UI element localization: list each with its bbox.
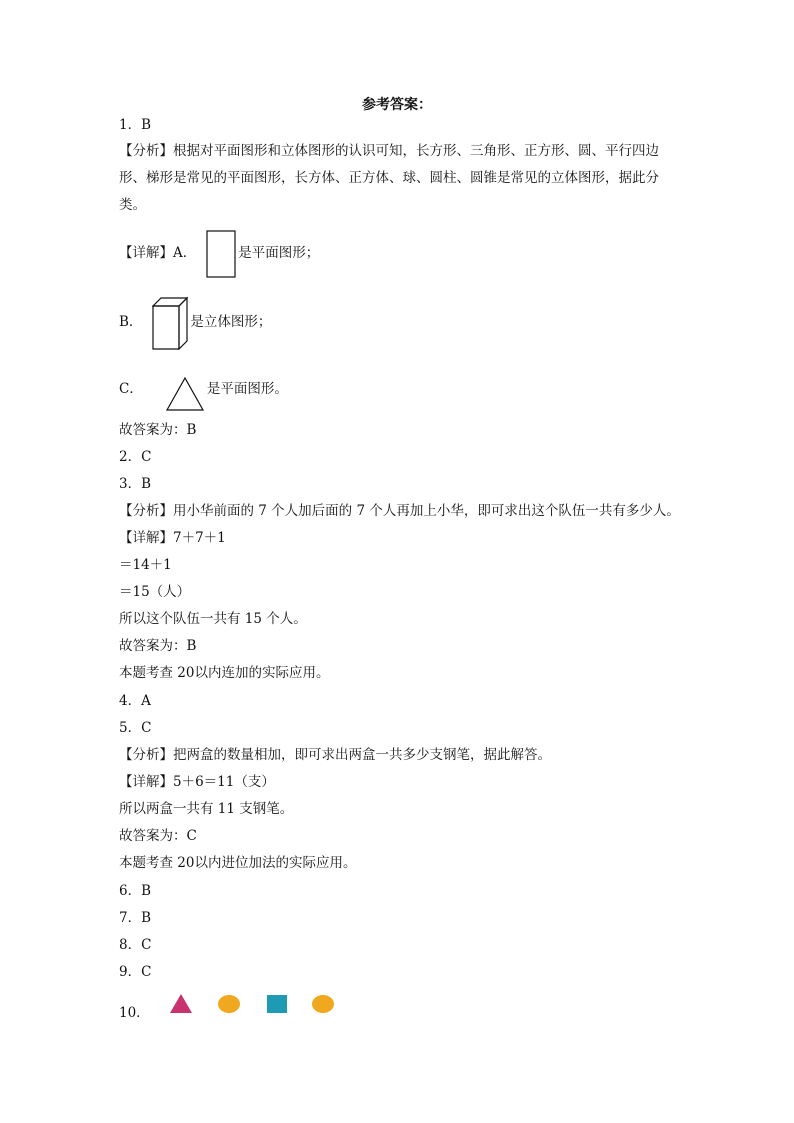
q10-shape-sequence	[160, 988, 350, 1020]
q3-conclusion: 故答案为：B	[119, 638, 197, 654]
q1-detail-c	[119, 366, 288, 412]
q3-answer: 3．B	[119, 476, 152, 492]
q10-answer: 10．	[119, 1005, 150, 1021]
q4-answer: 4．A	[119, 693, 151, 709]
q3-sentence: 所以这个队伍一共有 15 个人。	[119, 611, 307, 627]
q3-note: 本题考查 20以内连加的实际应用。	[119, 665, 330, 681]
q7-answer: 7．B	[119, 910, 152, 926]
circle-shape	[312, 995, 334, 1013]
q5-sentence: 所以两盒一共有 11 支钢笔。	[119, 801, 294, 817]
q1-detail-a	[119, 228, 319, 278]
q5-conclusion: 故答案为：C	[119, 828, 197, 844]
q1-detail-c-text: 是平面图形。	[206, 381, 288, 397]
q9-answer: 9．C	[119, 964, 152, 980]
q1-b-prefix: B．	[119, 314, 143, 330]
page-title: 参考答案：	[362, 97, 432, 113]
rectangle-figure	[206, 230, 236, 278]
cuboid-figure	[152, 296, 188, 350]
q3-analysis: 【分析】用小华前面的 7 个人加后面的 7 个人再加上小华，即可求出这个队伍一共有多少人。	[119, 503, 680, 519]
q3-step1: ＝14＋1	[119, 557, 172, 573]
circle-shape	[218, 995, 240, 1013]
q1-detail-b-text: 是立体图形；	[190, 314, 272, 330]
q8-answer: 8．C	[119, 937, 152, 953]
q6-answer: 6．B	[119, 883, 152, 899]
triangle-shape	[170, 994, 192, 1013]
q1-detail-b	[119, 294, 271, 350]
q1-analysis: 【分析】根据对平面图形和立体图形的认识可知，长方形、三角形、正方形、圆、平行四边形、梯形是常见的平面图形，长方体、正方体、球、圆柱、圆锥是常见的立体图形，据此分类。	[119, 143, 659, 213]
q1-conclusion: 故答案为：B	[119, 422, 197, 438]
triangle-figure	[165, 376, 205, 412]
q3-step2: ＝15（人）	[119, 584, 191, 600]
q1-detail-prefix: 【详解】A．	[119, 245, 197, 261]
q1-answer: 1．B	[119, 117, 152, 133]
q3-detail: 【详解】7＋7＋1	[119, 530, 226, 546]
q5-detail: 【详解】5＋6＝11（支）	[119, 774, 275, 790]
q5-note: 本题考查 20以内进位加法的实际应用。	[119, 855, 357, 871]
q5-answer: 5．C	[119, 720, 152, 736]
q5-analysis: 【分析】把两盒的数量相加，即可求出两盒一共多少支钢笔，据此解答。	[119, 747, 551, 763]
q2-answer: 2．C	[119, 449, 152, 465]
square-shape	[267, 995, 287, 1013]
q1-c-prefix: C．	[119, 381, 143, 397]
q1-detail-a-text: 是平面图形；	[238, 245, 320, 261]
